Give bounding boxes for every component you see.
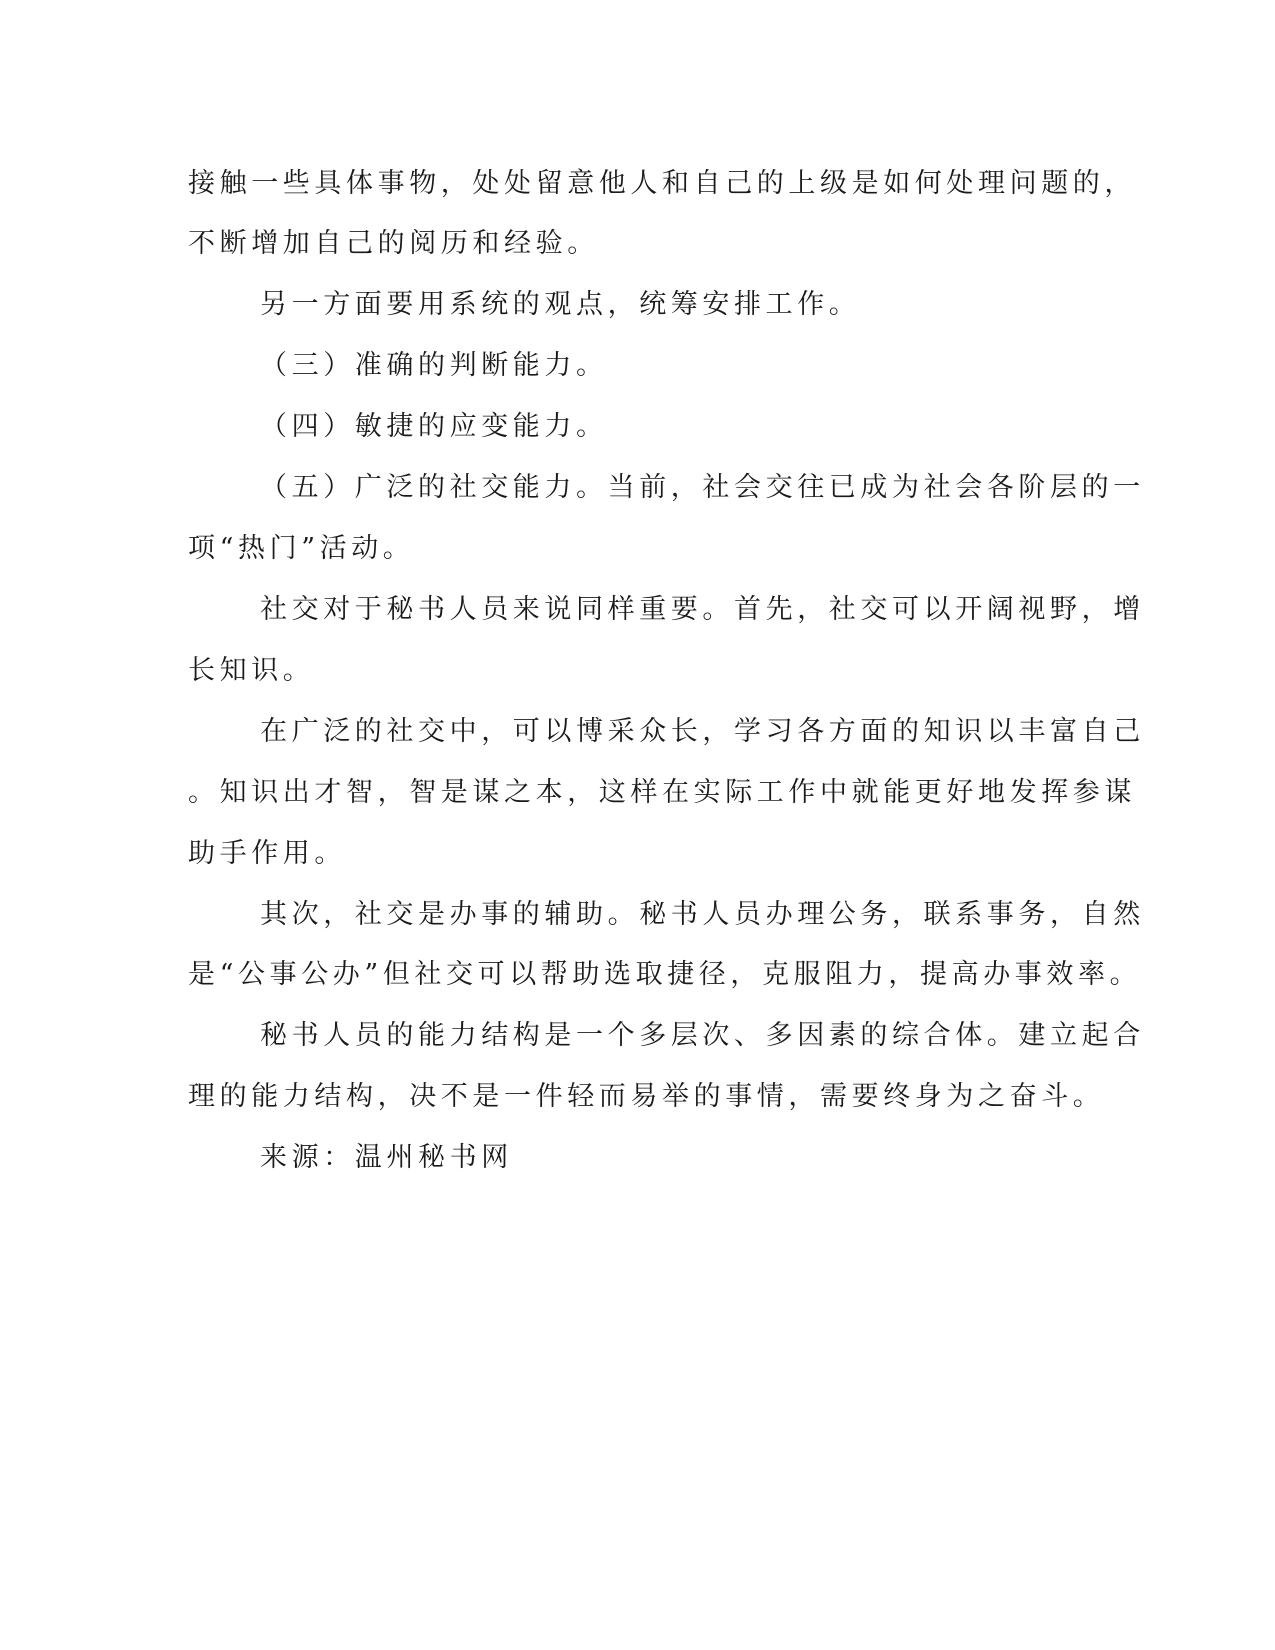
text-line: （三）准确的判断能力。 bbox=[260, 350, 608, 381]
text-line: 其次，社交是办事的辅助。秘书人员办理公务，联系事务，自然 bbox=[260, 899, 1145, 930]
text-line: 不断增加自己的阅历和经验。 bbox=[188, 228, 599, 259]
text-line: 另一方面要用系统的观点，统筹安排工作。 bbox=[260, 289, 861, 320]
text-line: 社交对于秘书人员来说同样重要。首先，社交可以开阔视野，增 bbox=[260, 594, 1145, 625]
text-line: 。知识出才智，智是谋之本，这样在实际工作中就能更好地发挥参谋 bbox=[188, 777, 1136, 808]
text-line: 是“公事公办”但社交可以帮助选取捷径，克服阻力，提高办事效率。 bbox=[188, 959, 1142, 990]
text-line: 理的能力结构，决不是一件轻而易举的事情，需要终身为之奋斗。 bbox=[188, 1081, 1105, 1112]
text-line: 助手作用。 bbox=[188, 838, 346, 869]
source-line: 来源：温州秘书网 bbox=[260, 1142, 513, 1173]
text-line: 长知识。 bbox=[188, 655, 315, 686]
text-line: 秘书人员的能力结构是一个多层次、多因素的综合体。建立起合 bbox=[260, 1020, 1145, 1051]
text-line: 项“热门”活动。 bbox=[188, 533, 415, 564]
text-line: （四）敏捷的应变能力。 bbox=[260, 411, 608, 442]
text-line: 在广泛的社交中，可以博采众长，学习各方面的知识以丰富自己 bbox=[260, 716, 1145, 747]
text-line: 接触一些具体事物，处处留意他人和自己的上级是如何处理问题的， bbox=[188, 168, 1136, 199]
text-line: （五）广泛的社交能力。当前，社会交往已成为社会各阶层的一 bbox=[260, 472, 1145, 503]
